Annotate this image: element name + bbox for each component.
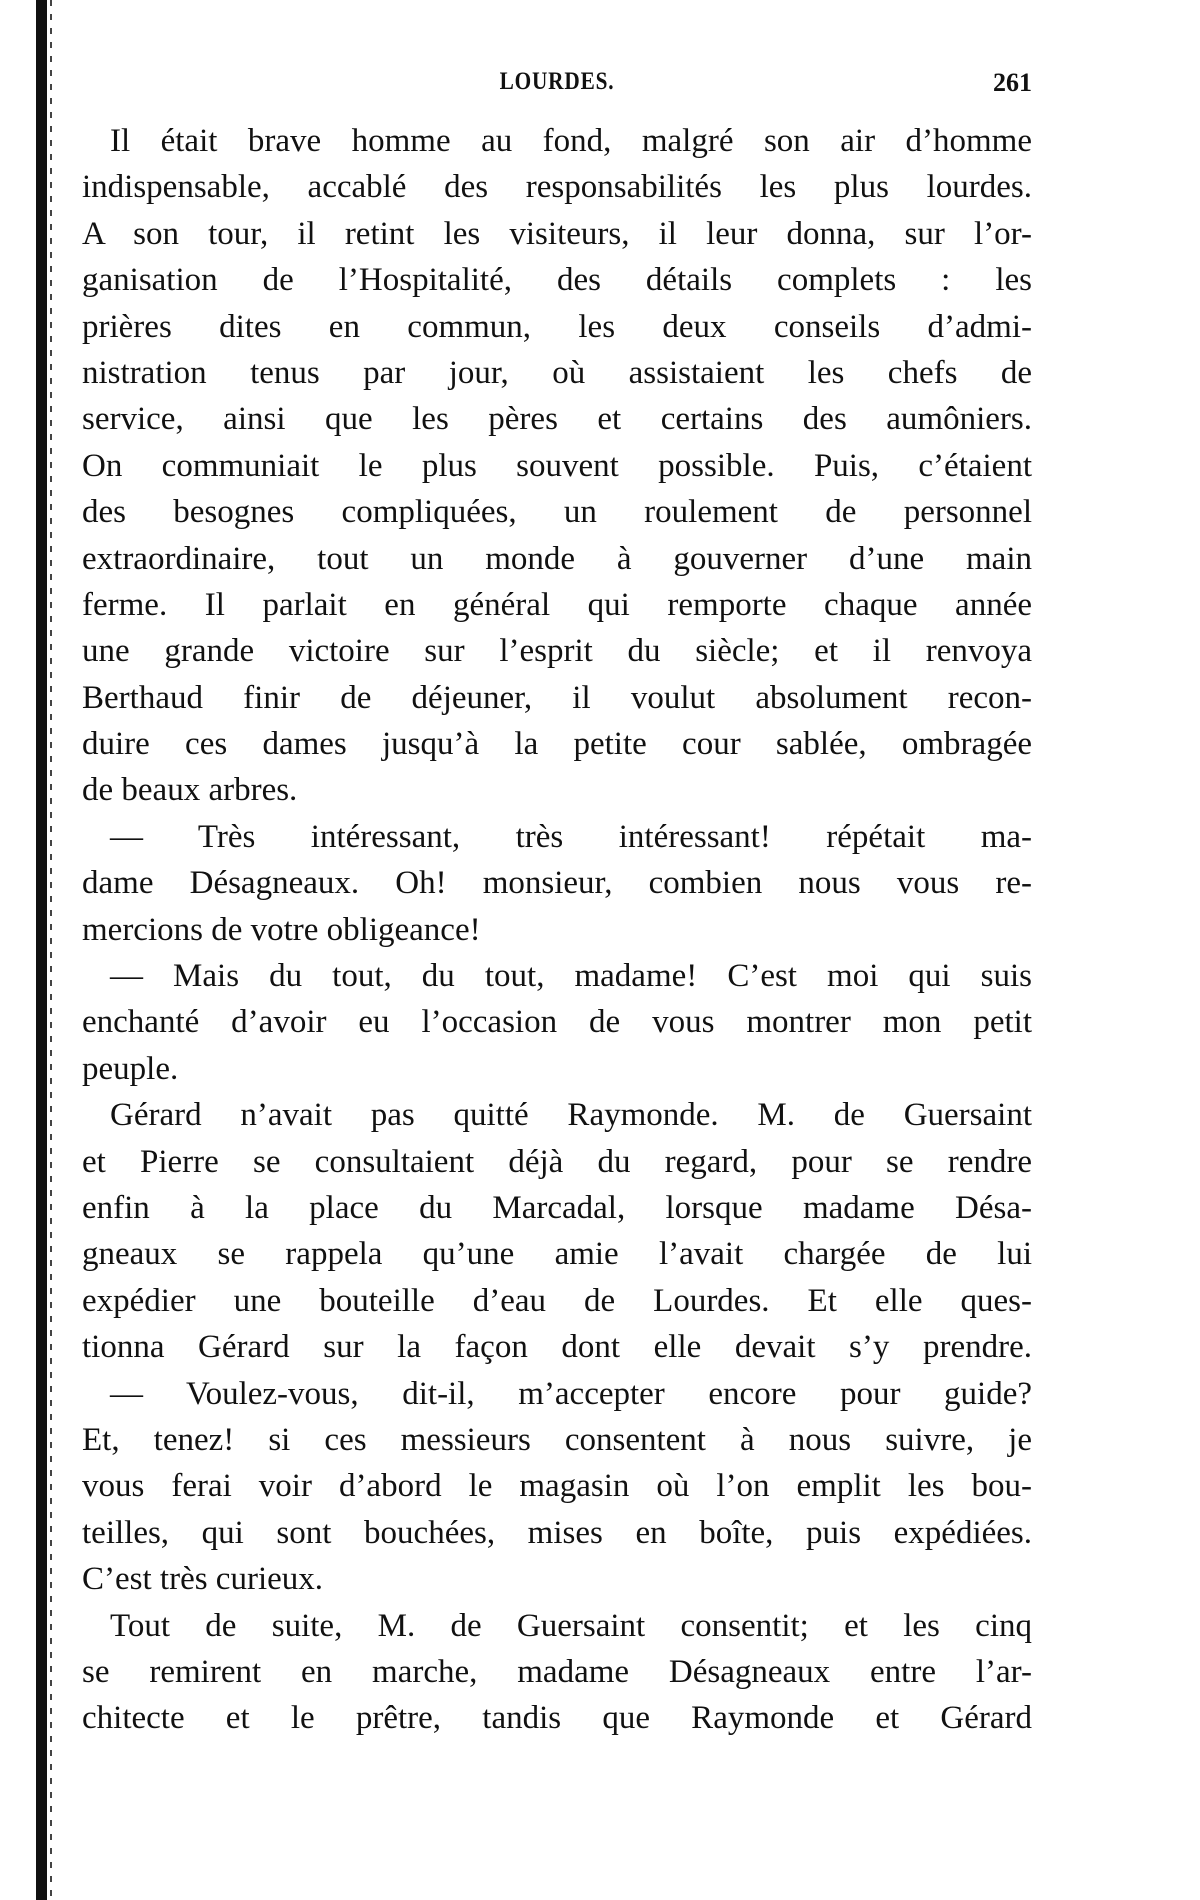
text-line: une grande victoire sur l’esprit du siècle; et il renvoya bbox=[82, 633, 1032, 670]
book-spine-shadow bbox=[50, 0, 52, 1900]
text-line: — Très intéressant, très intéressant! répétait ma- bbox=[110, 818, 1032, 855]
text-line: enfin à la place du Marcadal, lorsque madame Désa- bbox=[82, 1189, 1032, 1226]
text-line: Gérard n’avait pas quitté Raymonde. M. de Guersaint bbox=[110, 1097, 1032, 1134]
text-line: Tout de suite, M. de Guersaint consentit; et les cinq bbox=[110, 1607, 1032, 1644]
text-line: Et, tenez! si ces messieurs consentent à nous suivre, je bbox=[82, 1421, 1032, 1458]
text-line: de beaux arbres. bbox=[82, 772, 298, 809]
text-line: se remirent en marche, madame Désagneaux entre l’ar- bbox=[82, 1653, 1032, 1690]
text-line: des besognes compliquées, un roulement de personnel bbox=[82, 494, 1032, 531]
text-line: peuple. bbox=[82, 1050, 179, 1087]
text-line: mercions de votre obligeance! bbox=[82, 911, 481, 948]
text-line: vous ferai voir d’abord le magasin où l’on emplit les bou- bbox=[82, 1468, 1032, 1505]
text-line: — Mais du tout, du tout, madame! C’est moi qui suis bbox=[110, 958, 1032, 995]
text-line: extraordinaire, tout un monde à gouverner d’une main bbox=[82, 540, 1032, 577]
text-line: duire ces dames jusqu’à la petite cour sablée, ombragée bbox=[82, 726, 1032, 763]
text-line: chitecte et le prêtre, tandis que Raymonde et Gérard bbox=[82, 1700, 1032, 1737]
text-line: — Voulez-vous, dit-il, m’accepter encore pour guide? bbox=[110, 1375, 1032, 1412]
text-line: ganisation de l’Hospitalité, des détails complets : les bbox=[82, 262, 1032, 299]
page-number: 261 bbox=[993, 68, 1032, 97]
text-line: indispensable, accablé des responsabilités les plus lourdes. bbox=[82, 169, 1032, 206]
text-line: Il était brave homme au fond, malgré son air d’homme bbox=[110, 123, 1032, 159]
text-line: prières dites en commun, les deux conseils d’admi- bbox=[82, 308, 1032, 345]
page-body bbox=[82, 118, 1032, 1742]
text-line: A son tour, il retint les visiteurs, il leur donna, sur l’or- bbox=[82, 215, 1032, 252]
text-line: dame Désagneaux. Oh! monsieur, combien nous vous re- bbox=[82, 865, 1032, 902]
text-line: teilles, qui sont bouchées, mises en boîte, puis expédiées. bbox=[82, 1514, 1032, 1551]
text-line: nistration tenus par jour, où assistaient les chefs de bbox=[82, 354, 1032, 391]
text-line: tionna Gérard sur la façon dont elle devait s’y prendre. bbox=[82, 1329, 1032, 1366]
text-line: ferme. Il parlait en général qui remporte chaque année bbox=[82, 586, 1032, 623]
running-title: LOURDES. bbox=[499, 68, 615, 95]
text-line: C’est très curieux. bbox=[82, 1561, 324, 1598]
text-line: enchanté d’avoir eu l’occasion de vous montrer mon petit bbox=[82, 1004, 1032, 1041]
text-line: Berthaud finir de déjeuner, il voulut absolument recon- bbox=[82, 679, 1032, 716]
book-spine-edge bbox=[36, 0, 47, 1900]
text-line: expédier une bouteille d’eau de Lourdes. Et elle ques- bbox=[82, 1282, 1032, 1319]
text-line: On communiait le plus souvent possible. Puis, c’étaient bbox=[82, 447, 1032, 484]
text-line: et Pierre se consultaient déjà du regard, pour se rendre bbox=[82, 1143, 1032, 1180]
text-line: service, ainsi que les pères et certains des aumôniers. bbox=[82, 401, 1032, 438]
text-line: gneaux se rappela qu’une amie l’avait chargée de lui bbox=[82, 1236, 1032, 1273]
page-header bbox=[82, 68, 1032, 108]
